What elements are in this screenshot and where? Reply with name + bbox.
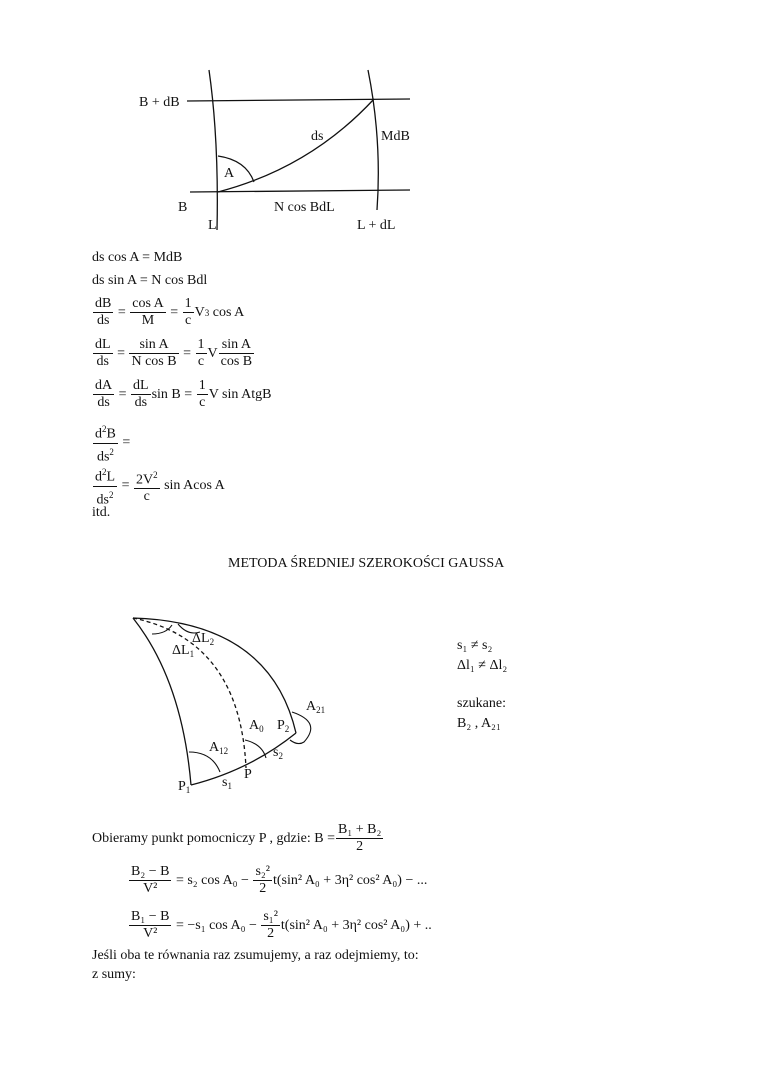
label-L-dL: L + dL <box>357 218 396 233</box>
label-ds: ds <box>311 129 324 144</box>
label-MdB: MdB <box>381 129 410 144</box>
figure-1-diagram <box>0 0 760 240</box>
label-A0: $A_0$ <box>249 718 264 734</box>
z-sumy-text: z sumy: <box>92 967 136 982</box>
label-delta-L1: $\Delta L_1$ <box>172 643 195 659</box>
szukane-values: B₂ , A₂₁ <box>457 716 501 731</box>
inequality-s: s₁ ≠ s₂ <box>457 638 493 653</box>
ds-curve <box>218 99 374 192</box>
angle-A21-arc <box>290 712 311 744</box>
equation-2: ds sin A = N cos Bdl <box>92 273 208 288</box>
equation-3: $\frac{dB}{ds}$ = $\frac{\text{cos A}}{M}$ = $\frac{1}{c}$ V 3 cos A <box>95 296 245 328</box>
inequality-dl: Δl₁ ≠ Δl₂ <box>457 658 508 673</box>
figure-2-diagram <box>0 600 760 810</box>
label-L: L <box>208 218 217 233</box>
label-delta-L2: $\Delta L_2$ <box>192 631 215 647</box>
obieramy-line: Obieramy punkt pomocniczy P , gdzie: B = $\frac{\text{B₁ + B₂}}{2}$ <box>92 822 382 854</box>
equation-5: $\frac{dA}{ds}$ = $\frac{dL}{ds}$ sin B = $\frac{1}{c}$ V sin AtgB <box>95 378 272 410</box>
label-s1: $s_1$ <box>222 775 232 791</box>
parallel-B-dB <box>187 99 410 101</box>
equation-6: $\frac{d^2B}{ds^2}$ = <box>92 421 130 465</box>
equation-B1: $\frac{\text{B₁ − B}}{\text{V²}}$ = −s₁ cos A₀ − $\frac{\text{s₁²}}{2}$ t(sin² A₀ + 3η² cos² A₀) + .. <box>131 909 432 941</box>
equation-7: $\frac{d^2L}{ds^2}$ = $\frac{2V^2}{c}$ sin Acos A <box>92 464 225 508</box>
jesli-text: Jeśli oba te równania raz zsumujemy, a raz odejmiemy, to: <box>92 948 419 963</box>
label-A: A <box>224 166 235 181</box>
label-P: P <box>244 767 252 782</box>
equation-1: ds cos A = MdB <box>92 250 183 265</box>
itd-text: itd. <box>92 505 111 520</box>
section-title: METODA ŚREDNIEJ SZEROKOŚCI GAUSSA <box>228 556 505 571</box>
meridian-L-dL <box>368 70 378 210</box>
label-N-cos-BdL: N cos BdL <box>274 200 335 215</box>
equation-4: $\frac{dL}{ds}$ = $\frac{\text{sin A}}{\text{N cos B}}$ = $\frac{1}{c}$ V $\frac{\text{sin A}}{\text{cos B}}$ <box>95 337 253 369</box>
szukane-label: szukane: <box>457 696 506 711</box>
label-B: B <box>178 200 188 215</box>
equation-B2: $\frac{\text{B₂ − B}}{\text{V²}}$ = s₂ cos A₀ − $\frac{\text{s₂²}}{2}$ t(sin² A₀ + 3η² cos² A₀) − ... <box>131 864 428 896</box>
label-s2: $s_2$ <box>273 745 283 761</box>
meridian-L <box>209 70 217 230</box>
label-A21: $A_{21}$ <box>306 699 326 715</box>
meridian-P2 <box>133 618 296 733</box>
label-P2: $P_2$ <box>277 718 290 734</box>
angle-A12-arc <box>189 752 220 772</box>
label-A12: $A_{12}$ <box>209 740 229 756</box>
label-B-dB: B + dB <box>139 95 180 110</box>
label-P1: $P_1$ <box>178 779 191 795</box>
